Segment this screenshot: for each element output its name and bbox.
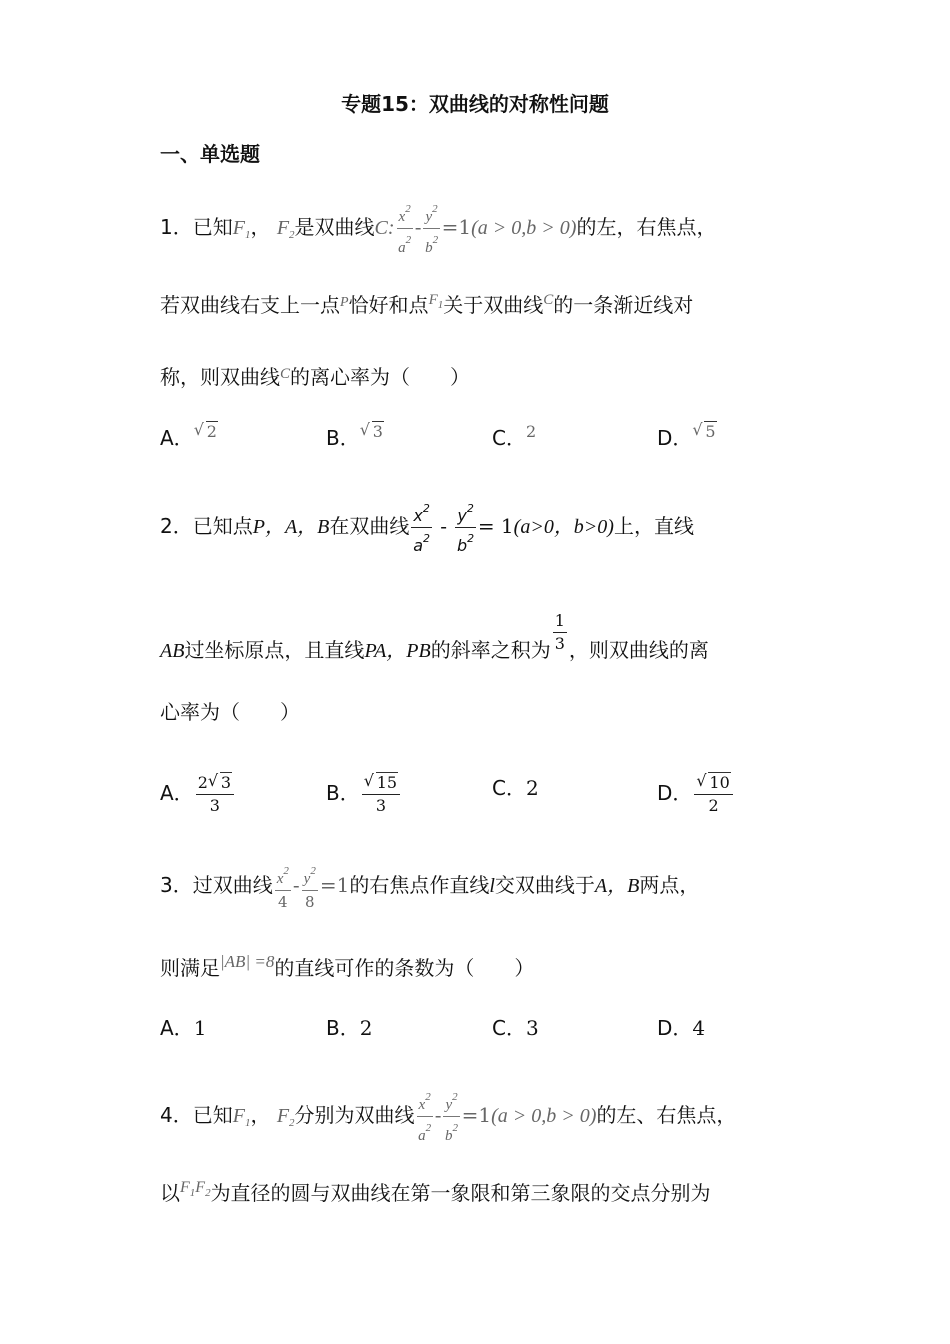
q1-f2: $F_2$ — [276, 217, 295, 241]
q1-option-a[interactable]: A．√ 2 — [160, 422, 218, 451]
q4-f1f2: F1F2 — [180, 1179, 211, 1199]
q1-line2: 若双曲线右支上一点$^P$恰好和点$^{F_1}$关于双曲线$^C$的一条渐近线对 — [160, 292, 694, 317]
q2-slope-product: $\frac{1}{3}$ — [554, 611, 565, 653]
q2-option-b[interactable]: B． √ $\frac{15}{3}$ — [326, 772, 402, 817]
q1-eq-c: C: — [374, 217, 395, 239]
q3-option-b[interactable]: B．2 — [326, 1016, 373, 1040]
section-heading: 一、单选题 — [160, 142, 260, 166]
q2-frac-x: $\frac{x^2}{a^2}$ — [411, 498, 431, 557]
q2-line2: AB过坐标原点，且直线PA，PB的斜率之积为 $\frac{1}{3}$ ，则双曲线的离 — [160, 611, 709, 662]
q1-text-a: 是双曲线 — [294, 215, 375, 239]
q4-frac-y: $\frac{y^2}{b^2}$ — [443, 1086, 459, 1147]
q3-option-c[interactable]: C．3 — [492, 1016, 539, 1040]
q3-frac-y: $\frac{y^2}{8}$ — [302, 860, 318, 913]
q2-option-c[interactable]: C．2 — [492, 776, 539, 800]
q2-line1: 2．已知点P，A，B在双曲线 $\frac{x^2}{a^2}$ - $\frac{y^2}{b^2}$ = 1(a>0，b>0)上，直线 — [160, 498, 694, 557]
q2-option-a[interactable]: A． $\frac{2√ 3}{3}$ — [160, 772, 236, 817]
q2-frac-y: $\frac{y^2}{b^2}$ — [455, 498, 475, 557]
q1-frac-y: $\frac{y^2}{b^2}$ — [423, 198, 439, 259]
q2-number: 2．已知点 — [160, 514, 253, 538]
q4-line1: 4．已知$F_1$， $F_2$分别为双曲线 $\frac{x^2}{a^2}$ - $\frac{y^2}{b^2}$ =1(a > 0,b > 0)的左、右焦点， — [160, 1086, 736, 1147]
q1-number: 1．已知 — [160, 215, 233, 239]
q4-number: 4．已知 — [160, 1103, 233, 1127]
q3-frac-x: $\frac{x^2}{4}$ — [275, 860, 291, 913]
q3-option-a[interactable]: A．1 — [160, 1016, 207, 1040]
q1-point-p: P — [340, 295, 349, 310]
q3-abs-ab: |AB| =8 — [220, 952, 275, 971]
q3-line2: 则满足$^{|AB| =8}$的直线可作的条数为（ ） — [160, 952, 535, 980]
q3-number: 3．过双曲线 — [160, 873, 273, 897]
q1-text-b: 的左，右焦点， — [576, 215, 717, 239]
q4-f2: $F_2$ — [276, 1105, 295, 1129]
q1-line3: 称，则双曲线$^C$的离心率为（ ） — [160, 365, 471, 389]
q1-eq-tail: =1 — [441, 215, 472, 239]
q1-frac-x: $\frac{x^2}{a^2}$ — [397, 198, 413, 259]
q4-line2: 以$^{F_1F_2}$为直径的圆与双曲线在第一象限和第三象限的交点分别为 — [160, 1179, 711, 1205]
q1-option-d[interactable]: D．√ 5 — [657, 422, 717, 451]
page-title: 专题15：双曲线的对称性问题 — [341, 92, 609, 116]
q2-option-d[interactable]: D． √ $\frac{10}{2}$ — [657, 772, 735, 817]
q1-condition: (a > 0,b > 0) — [471, 217, 577, 239]
q1-option-c[interactable]: C．$^2$ — [492, 422, 537, 450]
q1-f1: $F_1$ — [232, 217, 251, 241]
q4-f1: $F_1$ — [232, 1105, 251, 1129]
q1-f1-ref: F1 — [428, 292, 444, 311]
q4-frac-x: $\frac{x^2}{a^2}$ — [417, 1086, 433, 1147]
q3-line1: 3．过双曲线 $\frac{x^2}{4}$ - $\frac{y^2}{8}$ =1的右焦点作直线l交双曲线于A，B两点， — [160, 860, 699, 913]
q3-option-d[interactable]: D．4 — [657, 1016, 706, 1040]
q1-line1: 1．已知$F_1$， $F_2$是双曲线C: $\frac{x^2}{a^2}$ - $\frac{y^2}{b^2}$ =1(a > 0,b > 0)的左，右焦点， — [160, 198, 716, 259]
q1-option-b[interactable]: B．√ 3 — [326, 422, 384, 451]
q2-line3: 心率为（ ） — [160, 700, 300, 724]
